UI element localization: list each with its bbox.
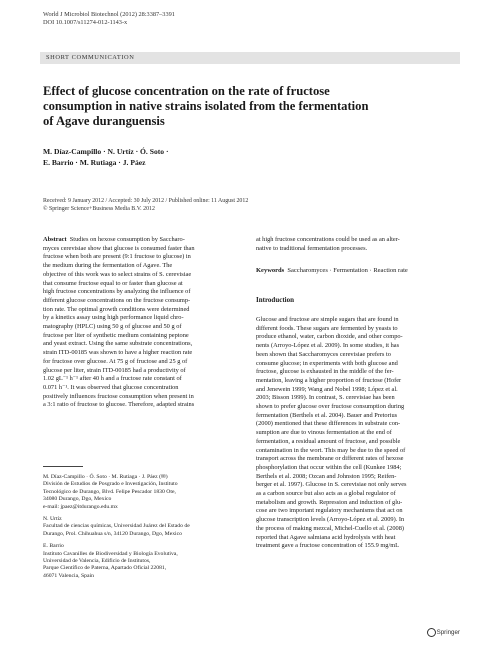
intro-line: treatment gave a fructose concentration of 155.9 mg/mL [256, 542, 400, 550]
abstract [43, 236, 248, 410]
intro-line: fermentation (Berthels et al. 2004). Bauer and Pretorius [256, 411, 398, 419]
author-list [43, 146, 169, 168]
introduction-body [256, 316, 459, 551]
abstract-label: Abstract [43, 236, 67, 243]
abstract-line: 1.02 gL⁻¹ h⁻¹ after 40 h and a fructose rate constant of [43, 375, 182, 383]
publication-dates [43, 198, 248, 213]
abstract-line: at high fructose concentrations could be used as an alter- [256, 236, 400, 243]
affiliation-block: E. Barrio Instituto Cavanilles de Biodiversidad y Biología Evolutiva, Universidad de Valencia, Edificio de Institutos, Parque Científico de Paterna, Apartado Oficial 22081, 46071 Valencia, Spain [43, 543, 178, 579]
intro-line: transport across the membrane or different rates of hexose [256, 455, 404, 463]
abstract-line: 0.071 h⁻¹. It was observed that glucose concentration [43, 383, 179, 391]
intro-line: fermentation, a residual amount of fructose, and possible [256, 437, 401, 445]
section-label: SHORT COMMUNICATION [46, 54, 135, 61]
intro-line: contamination in the wort. This may be due to the speed of [256, 446, 406, 454]
abstract-line: native to traditional fermentation processes. [256, 244, 368, 252]
author-line: E. Barrio · M. Rutiaga · J. Páez [43, 158, 146, 167]
intro-line: the process of making mezcal, Michel-Cuello et al. (2008) [256, 524, 404, 532]
intro-line: fructose, glucose is exhausted in the middle of the fer- [256, 368, 394, 376]
keywords [256, 266, 461, 275]
abstract-line: strain ITD-00185 was shown to have a higher reaction rate [43, 349, 193, 357]
keywords-label: Keywords [256, 267, 285, 274]
intro-line: metabolism and growth. Repression and induction of glu- [256, 498, 403, 506]
title-line: consumption in native strains isolated from the fermentation [43, 99, 369, 113]
abstract-line: a 3:1 ratio of fructose to glucose. Therefore, adapted strains [43, 401, 195, 409]
introduction-heading: Introduction [256, 296, 294, 304]
intro-line: mentation, leaving a higher proportion of fructose (Hofer [256, 376, 402, 384]
abstract-line: fructose per liter of synthetic medium containing peptone [43, 331, 189, 339]
intro-line: cose are two important regulatory mechanisms that act on [256, 507, 403, 515]
intro-line: shown to prefer glucose over fructose consumption during [256, 403, 405, 411]
title-line: of Agave duranguensis [43, 114, 165, 128]
abstract-line: positively influences fructose consumption when present in [43, 392, 194, 400]
springer-horse-icon [427, 628, 436, 637]
intro-line: consume glucose; in experiments with both glucose and [256, 359, 398, 367]
abstract-line: high fructose concentrations by analyzing the influence of [43, 288, 191, 296]
affiliations [43, 474, 248, 585]
article-title [43, 84, 403, 129]
doi: DOI 10.1007/s11274-012-1143-x [43, 19, 128, 26]
affiliation-rule [43, 466, 83, 467]
abstract-continued [256, 236, 459, 253]
journal-header [43, 11, 175, 27]
abstract-line: the medium during the fermentation of Agave. The [43, 262, 173, 270]
intro-line: berger et al. 1997). Glucose in S. cerevisiae not only serves [256, 481, 407, 489]
abstract-line: fructose when both are present (9:1 fructose to glucose) in [43, 253, 191, 261]
intro-line: Berthels et al. 2008; Ozcan and Johnston 1995; Reifen- [256, 472, 397, 480]
intro-line: Glucose and fructose are simple sugars that are found in [256, 316, 399, 323]
abstract-line: that consume fructose equal to or faster than glucose at [43, 279, 183, 287]
intro-line: been shown that Saccharomyces cerevisiae prefers to [256, 350, 391, 358]
copyright: © Springer Science+Business Media B.V. 2012 [43, 205, 155, 212]
affiliation-block: N. Urtíz Facultad de ciencias químicas, Universidad Juárez del Estado de Durango, Prol. Chihuahua s/n, 34120 Durango, Dgo, Mexico [43, 516, 190, 537]
title-line: Effect of glucose concentration on the rate of fructose [43, 84, 330, 98]
abstract-line-0: Abstract Studies on hexose consumption by Saccharo- [43, 236, 185, 243]
intro-line: different foods. These sugars are fermented by yeasts to [256, 324, 398, 332]
intro-line: (2000) mentioned that these differences in substrate con- [256, 420, 401, 428]
abstract-line: glucose per liter, strain ITD-00185 had a productivity of [43, 366, 186, 374]
intro-line: produce ethanol, water, carbon dioxide, and other compo- [256, 333, 403, 341]
springer-logo: Springer [427, 628, 460, 637]
intro-line: glucose transcription levels (Arroyo-López et al. 2009). In [256, 516, 405, 524]
intro-line: 2003; Bisson 1999). In contrast, S. cerevisiae has been [256, 394, 395, 402]
email-link[interactable]: e-mail: jpaez@itdurango.edu.mx [43, 503, 118, 510]
abstract-line: objective of this work was to select strains of S. cerevisiae [43, 270, 192, 278]
abstract-line: for fructose over glucose. At 75 g of fructose and 25 g of [43, 357, 188, 365]
affiliation-block: M. Díaz-Campillo · Ó. Soto · M. Rutiaga · J. Páez (✉) División de Estudios de Posgrado e Investigación, Instituto Tecnológico de Durango, Blvd. Felipe Pescador 1830 Ote, 34080 Durango, Dgo, Mexico e-mail: jpaez@itdurango.edu.mx [43, 474, 178, 510]
abstract-line: tion rate. The optimal growth conditions were determined [43, 305, 190, 313]
intro-line: as a carbon source but also acts as a global regulator of [256, 490, 396, 498]
abstract-line: matography (HPLC) using 50 g of glucose and 50 g of [43, 323, 182, 331]
journal-citation: World J Microbiol Biotechnol (2012) 28:3387–3391 [43, 11, 175, 18]
abstract-line: different glucose concentrations on the fructose consump- [43, 296, 191, 304]
keywords-list: Saccharomyces · Fermentation · Reaction rate [287, 267, 408, 274]
intro-line: reported that Agave salmiana acid hydrolysis with heat [256, 533, 396, 541]
abstract-line: by a kinetics assay using high performance liquid chro- [43, 314, 184, 322]
intro-line: and Jenewein 1999; Wang and Nobel 1998; López et al. [256, 385, 398, 393]
intro-line: sumption are due to vinous fermentation at the end of [256, 429, 392, 437]
abstract-line: myces cerevisiae show that glucose is consumed faster than [43, 244, 195, 252]
author-line: M. Díaz-Campillo · N. Urtíz · Ó. Soto · [43, 147, 169, 156]
abstract-line: and yeast extract. Using the same substrate concentrations, [43, 340, 193, 348]
intro-line: phosphorylation that occur within the cell (Kunkee 1984; [256, 463, 402, 471]
history-dates: Received: 9 January 2012 / Accepted: 30 July 2012 / Published online: 11 August 2012 [43, 198, 249, 204]
intro-line: nents (Arroyo-López et al. 2009). In some studies, it has [256, 342, 400, 350]
